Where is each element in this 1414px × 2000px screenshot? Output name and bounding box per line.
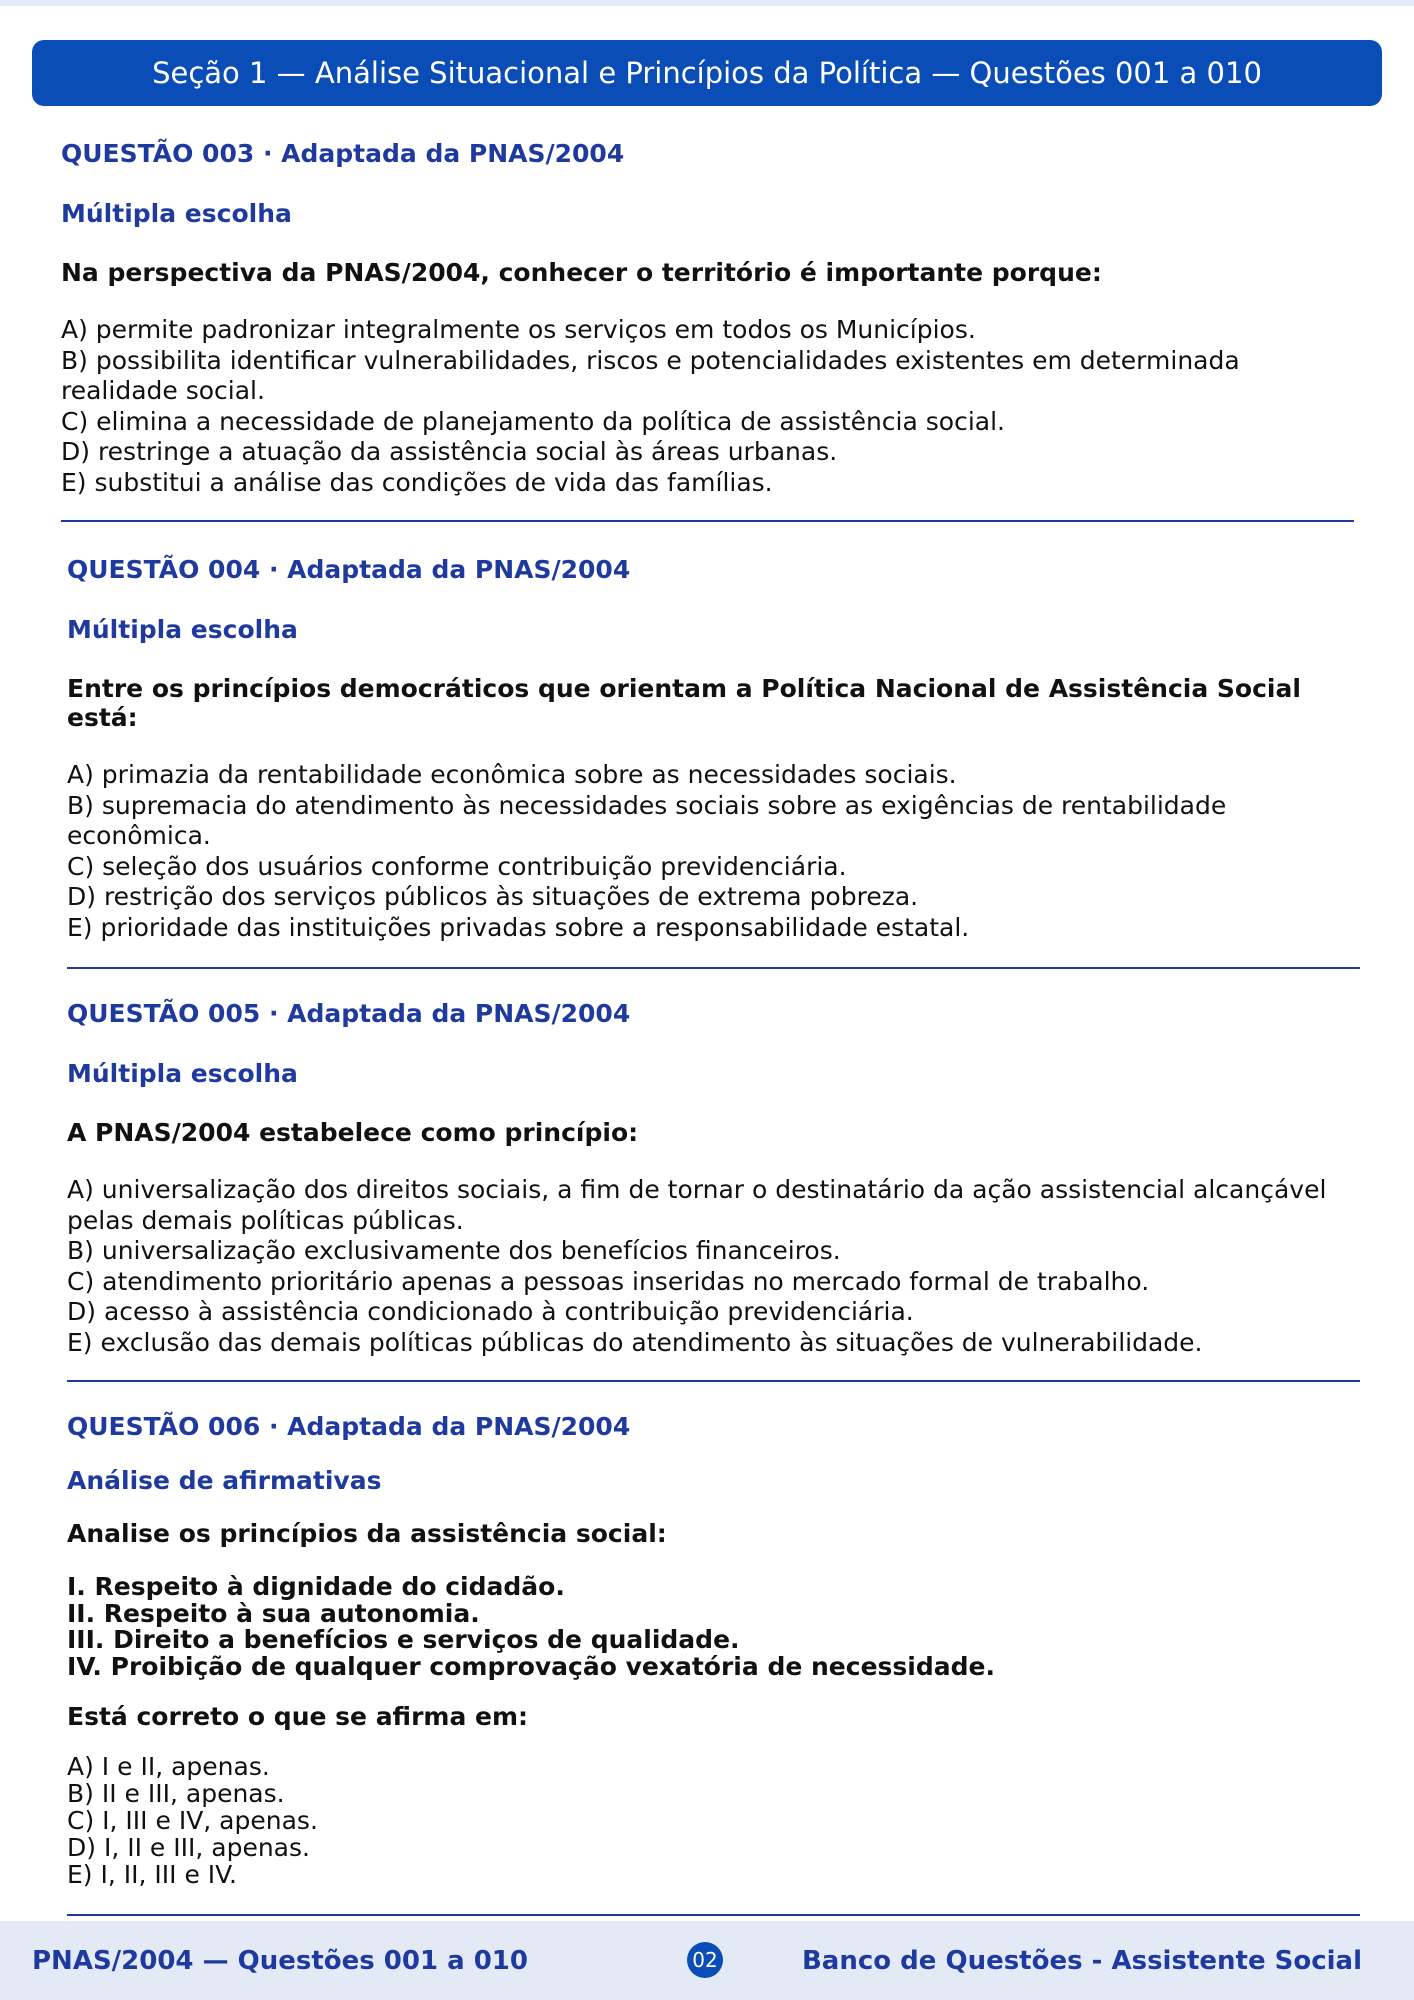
- option-e: E) prioridade das instituições privadas sobre a responsabilidade estatal.: [67, 912, 970, 942]
- divider: [67, 1914, 1360, 1916]
- top-strip: [0, 0, 1414, 6]
- question-005: [67, 998, 1337, 1358]
- question-type: Análise de afirmativas: [67, 1466, 382, 1495]
- option-a: A) I e II, apenas.: [67, 1752, 270, 1781]
- question-stem: Na perspectiva da PNAS/2004, conhecer o território é importante porque:: [61, 258, 1102, 287]
- option-e: E) I, II, III e IV.: [67, 1860, 237, 1889]
- statement-ii: II. Respeito à sua autonomia.: [67, 1598, 480, 1628]
- statement-i: I. Respeito à dignidade do cidadão.: [67, 1572, 565, 1601]
- footer-left-text: PNAS/2004 — Questões 001 a 010: [32, 1946, 528, 1976]
- option-b: B) supremacia do atendimento às necessidades sociais sobre as exigências de rentabilidade econômica.: [67, 790, 1227, 850]
- statement-iii: III. Direito a benefícios e serviços de qualidade.: [67, 1625, 740, 1654]
- question-stem: A PNAS/2004 estabelece como princípio:: [67, 1118, 639, 1147]
- option-c: C) I, III e IV, apenas.: [67, 1806, 318, 1835]
- page-number-badge: 02: [687, 1942, 723, 1978]
- option-d: D) I, II e III, apenas.: [67, 1833, 310, 1862]
- question-stem: Analise os princípios da assistência social:: [67, 1519, 667, 1548]
- question-006: [67, 1411, 1337, 1888]
- question-type: Múltipla escolha: [67, 615, 298, 644]
- option-b: B) possibilita identificar vulnerabilidades, riscos e potencialidades existentes em determinada realidade social.: [61, 345, 1240, 405]
- question-type: Múltipla escolha: [67, 1059, 298, 1088]
- question-003: [61, 138, 1361, 498]
- question-004: [67, 554, 1337, 943]
- page-footer: [0, 1921, 1414, 2000]
- question-title: QUESTÃO 003 · Adaptada da PNAS/2004: [61, 139, 625, 168]
- option-d: D) restringe a atuação da assistência social às áreas urbanas.: [61, 437, 838, 466]
- options-list: [67, 1175, 1337, 1358]
- option-c: C) seleção dos usuários conforme contribuição previdenciária.: [67, 851, 847, 881]
- divider: [61, 520, 1354, 522]
- footer-right-text: Banco de Questões - Assistente Social: [801, 1946, 1362, 1976]
- options-list: [67, 1753, 1337, 1888]
- question-prompt: Está correto o que se afirma em:: [67, 1702, 529, 1731]
- statement-iv: IV. Proibição de qualquer comprovação vexatória de necessidade.: [67, 1651, 995, 1681]
- section-header: [32, 40, 1382, 106]
- option-b: B) II e III, apenas.: [67, 1779, 285, 1808]
- option-a: A) primazia da rentabilidade econômica sobre as necessidades sociais.: [67, 760, 957, 789]
- option-a: A) permite padronizar integralmente os serviços em todos os Municípios.: [61, 315, 976, 344]
- divider: [67, 967, 1360, 969]
- question-title: QUESTÃO 006 · Adaptada da PNAS/2004: [67, 1412, 631, 1441]
- statements-list: [67, 1574, 1337, 1680]
- option-d: D) restrição dos serviços públicos às situações de extrema pobreza.: [67, 882, 919, 911]
- option-c: C) atendimento prioritário apenas a pessoas inseridas no mercado formal de trabalho.: [67, 1266, 1150, 1296]
- option-b: B) universalização exclusivamente dos benefícios financeiros.: [67, 1236, 841, 1265]
- divider: [67, 1380, 1360, 1382]
- option-e: E) substitui a análise das condições de vida das famílias.: [61, 467, 773, 497]
- option-d: D) acesso à assistência condicionado à contribuição previdenciária.: [67, 1297, 914, 1326]
- question-type: Múltipla escolha: [61, 199, 292, 228]
- option-e: E) exclusão das demais políticas públicas do atendimento às situações de vulnerabilidade.: [67, 1327, 1203, 1357]
- question-stem: Entre os princípios democráticos que orientam a Política Nacional de Assistência Social está:: [67, 674, 1301, 732]
- options-list: [61, 315, 1361, 498]
- option-a: A) universalização dos direitos sociais, a fim de tornar o destinatário da ação assistencial alcançável pelas demais políticas públicas.: [67, 1175, 1327, 1235]
- option-c: C) elimina a necessidade de planejamento da política de assistência social.: [61, 406, 1005, 436]
- question-title: QUESTÃO 004 · Adaptada da PNAS/2004: [67, 555, 631, 584]
- section-title: Seção 1 — Análise Situacional e Princípios da Política — Questões 001 a 010: [152, 56, 1262, 90]
- options-list: [67, 760, 1337, 943]
- question-title: QUESTÃO 005 · Adaptada da PNAS/2004: [67, 999, 631, 1028]
